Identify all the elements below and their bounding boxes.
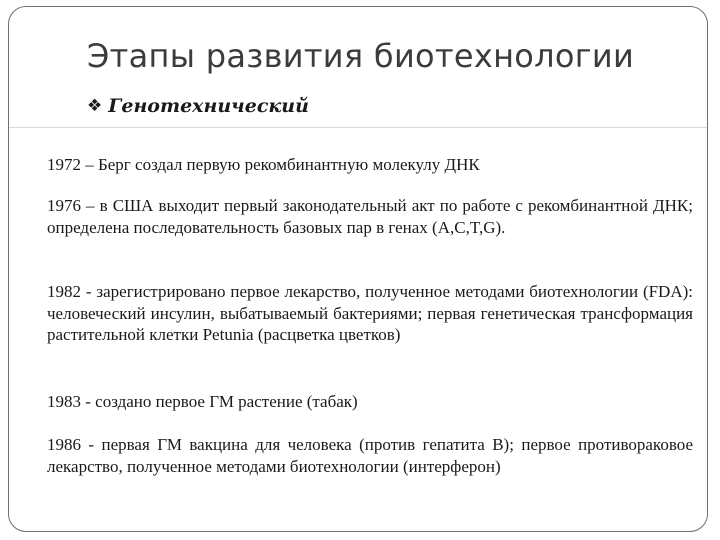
- timeline-entry-1972: 1972 – Берг создал первую рекомбинантную молекулу ДНК: [47, 155, 480, 174]
- section-heading: [87, 95, 309, 117]
- slide-title: Этапы развития биотехнологии: [87, 37, 635, 75]
- timeline-entry-1976: 1976 – в США выходит первый законодательный акт по работе с рекомбинантной ДНК; определена последовательность базовых пар в генах (A,C,T,G).: [47, 196, 693, 237]
- section-heading-text: Генотехнический: [108, 95, 309, 117]
- timeline-entry-1983: 1983 - создано первое ГМ растение (табак): [47, 392, 358, 411]
- timeline-entry-1982: 1982 - зарегистрировано первое лекарство, полученное методами биотехнологии (FDA): человеческий инсулин, выбатываемый бактериями; первая генетическая трансформация растительной клетки Petunia (расцветка цветков): [47, 282, 693, 344]
- divider: [9, 127, 707, 128]
- slide-frame: [8, 6, 708, 532]
- timeline-entry-1986: 1986 - первая ГМ вакцина для человека (против гепатита В); первое противораковое лекарство, полученное методами биотехнологии (интерферон): [47, 435, 693, 476]
- diamond-bullet-icon: ❖: [87, 95, 103, 116]
